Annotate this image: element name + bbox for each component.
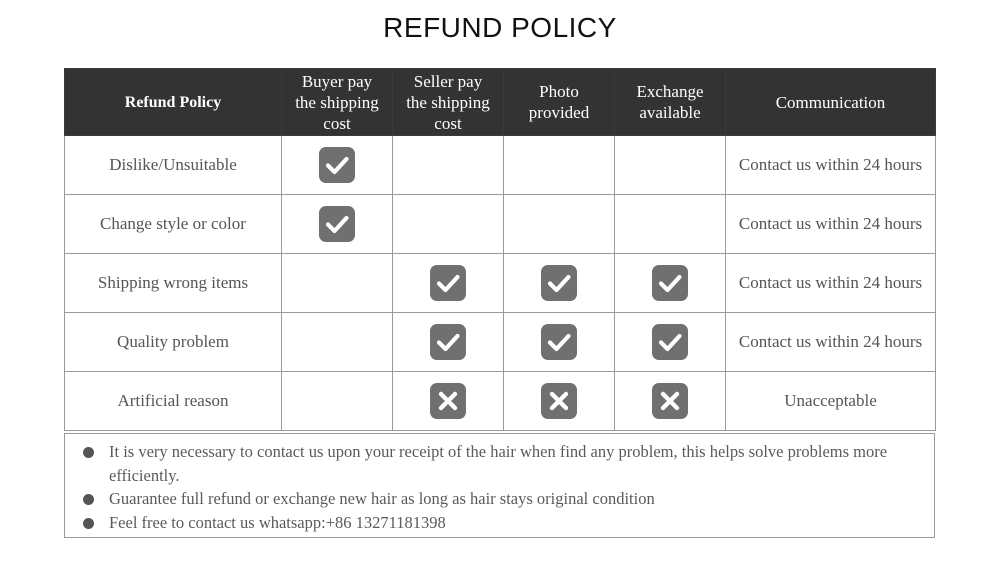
status-cell (393, 136, 504, 195)
refund-policy-table (64, 68, 936, 431)
status-cell (615, 195, 726, 254)
status-cell (504, 254, 615, 313)
cross-icon (652, 383, 688, 419)
checkmark-icon (430, 324, 466, 360)
notes-box (64, 433, 935, 538)
reason-cell: Dislike/Unsuitable (65, 136, 282, 195)
checkmark-icon (541, 265, 577, 301)
status-cell (504, 372, 615, 431)
header-line: Exchange (636, 82, 704, 101)
note-text: Guarantee full refund or exchange new hair as long as hair stays original condition (109, 489, 655, 508)
status-cell (504, 313, 615, 372)
header-line: available (639, 103, 701, 122)
header-communication (726, 69, 936, 136)
header-line: Photo (539, 82, 579, 101)
note-text: It is very necessary to contact us upon your receipt of the hair when find any problem, this helps solve problems more efficiently. (109, 442, 888, 485)
header-line: Seller pay (413, 71, 483, 91)
status-cell (393, 313, 504, 372)
status-cell (615, 254, 726, 313)
cross-icon (430, 383, 466, 419)
note-text: Feel free to contact us whatsapp:+86 13271181398 (109, 512, 446, 532)
header-refund-policy (65, 69, 282, 136)
header-line: Buyer pay (301, 71, 373, 91)
header-line: cost (434, 113, 462, 133)
reason-cell: Shipping wrong items (65, 254, 282, 313)
note-item (65, 487, 934, 511)
status-cell (504, 136, 615, 195)
status-cell (615, 136, 726, 195)
checkmark-icon (319, 206, 355, 242)
header-line: the shipping (295, 92, 379, 112)
checkmark-icon (430, 265, 466, 301)
checkmark-icon (541, 324, 577, 360)
status-cell (282, 136, 393, 195)
header-line: Communication (775, 92, 886, 112)
table-row (65, 372, 936, 431)
communication-cell: Unacceptable (726, 372, 936, 431)
status-cell (393, 195, 504, 254)
table-row (65, 195, 936, 254)
table-row (65, 254, 936, 313)
header-exchange-available (615, 69, 726, 136)
table-row (65, 313, 936, 372)
status-cell (282, 254, 393, 313)
header-seller-pay (393, 69, 504, 136)
checkmark-icon (652, 265, 688, 301)
status-cell (282, 313, 393, 372)
communication-cell: Contact us within 24 hours (726, 313, 936, 372)
reason-cell: Change style or color (65, 195, 282, 254)
header-line: provided (528, 103, 590, 122)
checkmark-icon (319, 147, 355, 183)
communication-cell: Contact us within 24 hours (726, 195, 936, 254)
status-cell (282, 195, 393, 254)
header-line: Refund Policy (124, 93, 222, 111)
note-item (65, 440, 934, 487)
table-body (65, 136, 936, 431)
status-cell (282, 372, 393, 431)
notes-list (65, 434, 934, 534)
communication-cell: Contact us within 24 hours (726, 136, 936, 195)
status-cell (504, 195, 615, 254)
bullet-icon (83, 447, 94, 458)
status-cell (615, 313, 726, 372)
header-line: cost (323, 113, 351, 133)
table-header-row (65, 69, 936, 136)
header-line: the shipping (406, 92, 490, 112)
status-cell (393, 372, 504, 431)
reason-cell: Quality problem (65, 313, 282, 372)
cross-icon (541, 383, 577, 419)
status-cell (393, 254, 504, 313)
note-item (65, 511, 934, 535)
checkmark-icon (652, 324, 688, 360)
reason-cell: Artificial reason (65, 372, 282, 431)
bullet-icon (83, 518, 94, 529)
bullet-icon (83, 494, 94, 505)
page-title: REFUND POLICY (383, 12, 617, 43)
header-photo-provided (504, 69, 615, 136)
header-buyer-pay (282, 69, 393, 136)
status-cell (615, 372, 726, 431)
table-row (65, 136, 936, 195)
communication-cell: Contact us within 24 hours (726, 254, 936, 313)
